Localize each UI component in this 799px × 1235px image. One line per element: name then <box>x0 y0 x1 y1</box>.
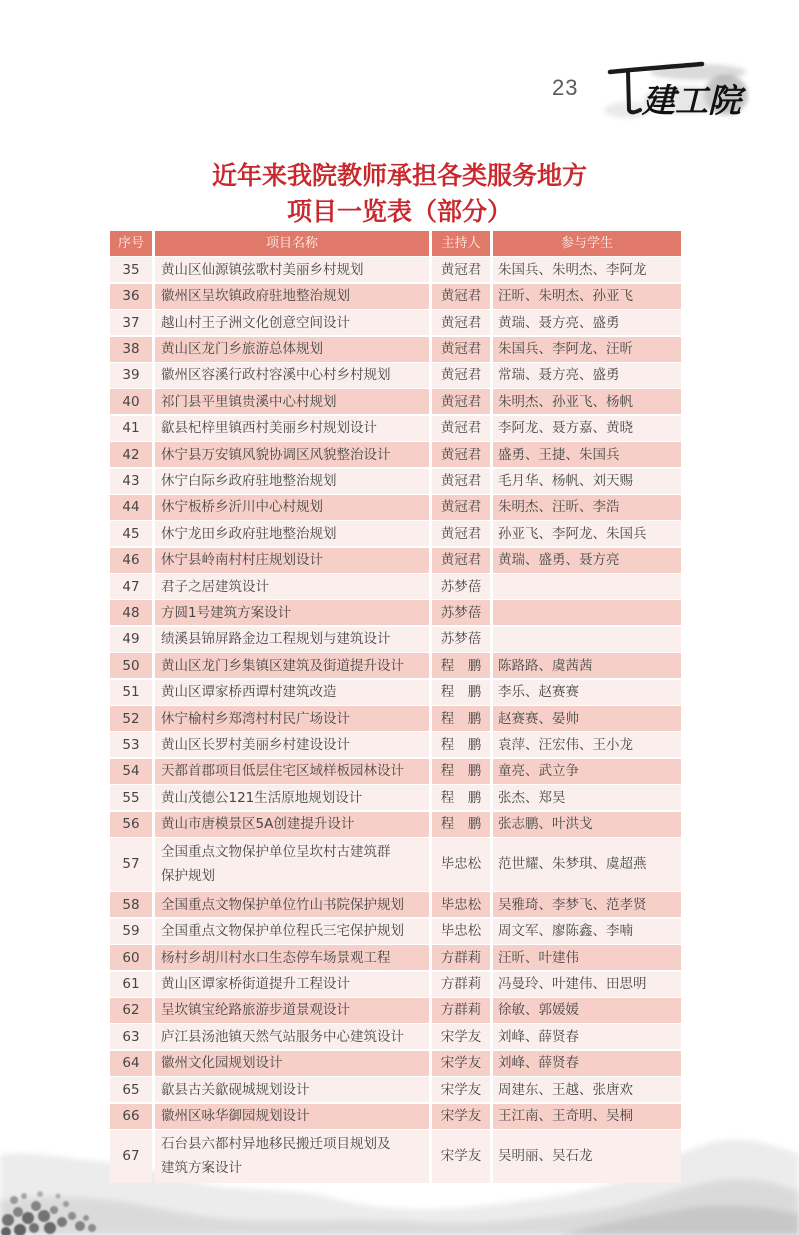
cell-project-name: 石台县六都村异地移民搬迁项目规划及 建筑方案设计 <box>155 1130 429 1183</box>
cell-leader: 程 鹏 <box>432 732 490 757</box>
table-row <box>110 998 681 1023</box>
cell-number: 52 <box>110 706 152 731</box>
cell-project-name: 徽州区呈坎镇政府驻地整治规划 <box>155 284 429 309</box>
cell-leader: 黄冠君 <box>432 310 490 335</box>
cell-project-name: 休宁白际乡政府驻地整治规划 <box>155 469 429 494</box>
cell-students: 汪昕、朱明杰、孙亚飞 <box>493 284 681 309</box>
cell-students <box>493 627 681 652</box>
cell-leader: 宋学友 <box>432 1077 490 1102</box>
cell-number: 41 <box>110 416 152 441</box>
cell-students: 周建东、王越、张唐欢 <box>493 1077 681 1102</box>
project-table <box>110 231 681 1183</box>
cell-project-name: 全国重点文物保护单位竹山书院保护规划 <box>155 892 429 917</box>
cell-leader: 黄冠君 <box>432 416 490 441</box>
table-row <box>110 945 681 970</box>
cell-leader: 宋学友 <box>432 1024 490 1049</box>
cell-leader: 黄冠君 <box>432 337 490 362</box>
title-line-1: 近年来我院教师承担各类服务地方 <box>211 161 587 190</box>
cell-number: 66 <box>110 1104 152 1129</box>
cell-students: 李乐、赵赛赛 <box>493 680 681 705</box>
cell-number: 40 <box>110 389 152 414</box>
cell-students: 黄瑞、盛勇、聂方亮 <box>493 548 681 573</box>
cell-number: 49 <box>110 627 152 652</box>
cell-project-name: 越山村王子洲文化创意空间设计 <box>155 310 429 335</box>
table-row <box>110 442 681 467</box>
table-row <box>110 1077 681 1102</box>
cell-students: 王江南、王奇明、吴桐 <box>493 1104 681 1129</box>
table-row <box>110 627 681 652</box>
cell-project-name: 休宁榆村乡郑湾村村民广场设计 <box>155 706 429 731</box>
cell-students: 刘峰、薛贤春 <box>493 1051 681 1076</box>
table-row <box>110 812 681 837</box>
cell-number: 61 <box>110 972 152 997</box>
cell-project-name: 黄山市唐模景区5A创建提升设计 <box>155 812 429 837</box>
cell-students <box>493 600 681 625</box>
table-row <box>110 363 681 388</box>
cell-leader: 毕忠松 <box>432 892 490 917</box>
cell-number: 65 <box>110 1077 152 1102</box>
cell-number: 55 <box>110 785 152 810</box>
cell-project-name: 祁门县平里镇贵溪中心村规划 <box>155 389 429 414</box>
table-row <box>110 600 681 625</box>
cell-students: 陈路路、虞茜茜 <box>493 653 681 678</box>
cell-leader: 程 鹏 <box>432 785 490 810</box>
cell-number: 45 <box>110 521 152 546</box>
page-number: 23 <box>552 75 579 100</box>
cell-leader: 苏梦蓓 <box>432 627 490 652</box>
cell-project-name: 天都首郡项目低层住宅区域样板园林设计 <box>155 759 429 784</box>
cell-students: 盛勇、王捷、朱国兵 <box>493 442 681 467</box>
cell-leader: 黄冠君 <box>432 548 490 573</box>
table-row <box>110 892 681 917</box>
table-row <box>110 548 681 573</box>
cell-project-name: 休宁板桥乡沂川中心村规划 <box>155 495 429 520</box>
table-row <box>110 1104 681 1129</box>
cell-number: 48 <box>110 600 152 625</box>
header-cell-project-name: 项目名称 <box>155 231 429 256</box>
cell-leader: 宋学友 <box>432 1104 490 1129</box>
cell-leader: 黄冠君 <box>432 469 490 494</box>
cell-project-name: 全国重点文物保护单位程氏三宅保护规划 <box>155 919 429 944</box>
cell-students: 朱国兵、朱明杰、李阿龙 <box>493 257 681 282</box>
header-cell-number: 序号 <box>110 231 152 256</box>
cell-students: 徐敏、郭媛媛 <box>493 998 681 1023</box>
cell-students: 袁萍、汪宏伟、王小龙 <box>493 732 681 757</box>
cell-project-name: 休宁县岭南村村庄规划设计 <box>155 548 429 573</box>
cell-students: 吴明丽、吴石龙 <box>493 1130 681 1183</box>
cell-number: 43 <box>110 469 152 494</box>
cell-project-name: 黄山区谭家桥街道提升工程设计 <box>155 972 429 997</box>
table-header-row <box>110 231 681 256</box>
cell-number: 38 <box>110 337 152 362</box>
cell-project-name: 徽州区咏华御园规划设计 <box>155 1104 429 1129</box>
cell-leader: 黄冠君 <box>432 284 490 309</box>
cell-project-name: 黄山区谭家桥西谭村建筑改造 <box>155 680 429 705</box>
title-line-2: 项目一览表（部分） <box>286 197 512 226</box>
cell-leader: 黄冠君 <box>432 257 490 282</box>
cell-project-name: 黄山区龙门乡集镇区建筑及街道提升设计 <box>155 653 429 678</box>
page-title <box>0 158 799 230</box>
cell-students: 孙亚飞、李阿龙、朱国兵 <box>493 521 681 546</box>
cell-students: 黄瑞、聂方亮、盛勇 <box>493 310 681 335</box>
table-body <box>110 257 681 1183</box>
cell-students <box>493 574 681 599</box>
cell-students: 朱明杰、孙亚飞、杨帆 <box>493 389 681 414</box>
header-cell-leader: 主持人 <box>432 231 490 256</box>
cell-leader: 黄冠君 <box>432 521 490 546</box>
logo-text: 建工院 <box>642 81 741 120</box>
table-row <box>110 389 681 414</box>
cell-students: 常瑞、聂方亮、盛勇 <box>493 363 681 388</box>
cell-number: 64 <box>110 1051 152 1076</box>
cell-leader: 程 鹏 <box>432 812 490 837</box>
table-row <box>110 574 681 599</box>
cell-leader: 毕忠松 <box>432 838 490 891</box>
cell-number: 47 <box>110 574 152 599</box>
cell-project-name: 徽州文化园规划设计 <box>155 1051 429 1076</box>
cell-project-name: 黄山区长罗村美丽乡村建设设计 <box>155 732 429 757</box>
cell-leader: 程 鹏 <box>432 680 490 705</box>
table-row <box>110 416 681 441</box>
cell-students: 赵赛赛、晏帅 <box>493 706 681 731</box>
cell-project-name: 君子之居建筑设计 <box>155 574 429 599</box>
cell-project-name: 方圆1号建筑方案设计 <box>155 600 429 625</box>
table-row <box>110 919 681 944</box>
table-row <box>110 469 681 494</box>
cell-leader: 毕忠松 <box>432 919 490 944</box>
table-row <box>110 284 681 309</box>
cell-students: 李阿龙、聂方嘉、黄晓 <box>493 416 681 441</box>
cell-project-name: 呈坎镇宝纶路旅游步道景观设计 <box>155 998 429 1023</box>
cell-project-name: 休宁龙田乡政府驻地整治规划 <box>155 521 429 546</box>
cell-number: 58 <box>110 892 152 917</box>
cell-project-name: 黄山区龙门乡旅游总体规划 <box>155 337 429 362</box>
cell-leader: 方群莉 <box>432 972 490 997</box>
cell-leader: 方群莉 <box>432 998 490 1023</box>
cell-number: 46 <box>110 548 152 573</box>
cell-number: 63 <box>110 1024 152 1049</box>
cell-students: 朱明杰、汪昕、李浩 <box>493 495 681 520</box>
cell-project-name: 庐江县汤池镇天然气站服务中心建筑设计 <box>155 1024 429 1049</box>
table-row <box>110 732 681 757</box>
table-row <box>110 838 681 891</box>
cell-students: 童亮、武立争 <box>493 759 681 784</box>
table-row <box>110 759 681 784</box>
cell-students: 张杰、郑昊 <box>493 785 681 810</box>
cell-number: 37 <box>110 310 152 335</box>
cell-leader: 黄冠君 <box>432 495 490 520</box>
table-row <box>110 1051 681 1076</box>
table-row <box>110 1130 681 1183</box>
table-row <box>110 521 681 546</box>
cell-project-name: 休宁县万安镇风貌协调区风貌整治设计 <box>155 442 429 467</box>
cell-students: 张志鹏、叶洪戈 <box>493 812 681 837</box>
cell-leader: 黄冠君 <box>432 363 490 388</box>
cell-number: 44 <box>110 495 152 520</box>
cell-number: 62 <box>110 998 152 1023</box>
table-row <box>110 706 681 731</box>
cell-students: 毛月华、杨帆、刘天赐 <box>493 469 681 494</box>
cell-students: 冯曼玲、叶建伟、田思明 <box>493 972 681 997</box>
cell-leader: 程 鹏 <box>432 759 490 784</box>
cell-number: 51 <box>110 680 152 705</box>
cell-number: 39 <box>110 363 152 388</box>
cell-number: 42 <box>110 442 152 467</box>
cell-leader: 程 鹏 <box>432 653 490 678</box>
cell-number: 54 <box>110 759 152 784</box>
header-cell-students: 参与学生 <box>493 231 681 256</box>
cell-number: 53 <box>110 732 152 757</box>
table-row <box>110 972 681 997</box>
cell-number: 60 <box>110 945 152 970</box>
cell-number: 67 <box>110 1130 152 1183</box>
jiangongyuan-logo <box>598 50 750 126</box>
table-row <box>110 785 681 810</box>
cell-number: 36 <box>110 284 152 309</box>
cell-number: 56 <box>110 812 152 837</box>
table-row <box>110 653 681 678</box>
table-row <box>110 495 681 520</box>
cell-students: 吴雅琦、李梦飞、范孝贤 <box>493 892 681 917</box>
cell-leader: 方群莉 <box>432 945 490 970</box>
table-row <box>110 680 681 705</box>
cell-leader: 程 鹏 <box>432 706 490 731</box>
cell-leader: 宋学友 <box>432 1051 490 1076</box>
table-row <box>110 257 681 282</box>
cell-students: 朱国兵、李阿龙、汪昕 <box>493 337 681 362</box>
cell-number: 35 <box>110 257 152 282</box>
cell-leader: 黄冠君 <box>432 389 490 414</box>
cell-number: 57 <box>110 838 152 891</box>
table-row <box>110 1024 681 1049</box>
cell-project-name: 黄山区仙源镇弦歌村美丽乡村规划 <box>155 257 429 282</box>
cell-leader: 宋学友 <box>432 1130 490 1183</box>
cell-number: 59 <box>110 919 152 944</box>
table-row <box>110 310 681 335</box>
cell-project-name: 全国重点文物保护单位呈坎村古建筑群 保护规划 <box>155 838 429 891</box>
cell-students: 范世耀、朱梦琪、虞超燕 <box>493 838 681 891</box>
cell-leader: 黄冠君 <box>432 442 490 467</box>
table-row <box>110 337 681 362</box>
cell-students: 汪昕、叶建伟 <box>493 945 681 970</box>
cell-students: 周文军、廖陈鑫、李喃 <box>493 919 681 944</box>
cell-project-name: 歙县古关歙砚城规划设计 <box>155 1077 429 1102</box>
cell-project-name: 歙县杞梓里镇西村美丽乡村规划设计 <box>155 416 429 441</box>
cell-leader: 苏梦蓓 <box>432 600 490 625</box>
cell-project-name: 绩溪县锦屏路金边工程规划与建筑设计 <box>155 627 429 652</box>
cell-leader: 苏梦蓓 <box>432 574 490 599</box>
cell-project-name: 徽州区容溪行政村容溪中心村乡村规划 <box>155 363 429 388</box>
cell-number: 50 <box>110 653 152 678</box>
cell-project-name: 黄山茂德公121生活原地规划设计 <box>155 785 429 810</box>
cell-students: 刘峰、薛贤春 <box>493 1024 681 1049</box>
cell-project-name: 杨村乡胡川村水口生态停车场景观工程 <box>155 945 429 970</box>
